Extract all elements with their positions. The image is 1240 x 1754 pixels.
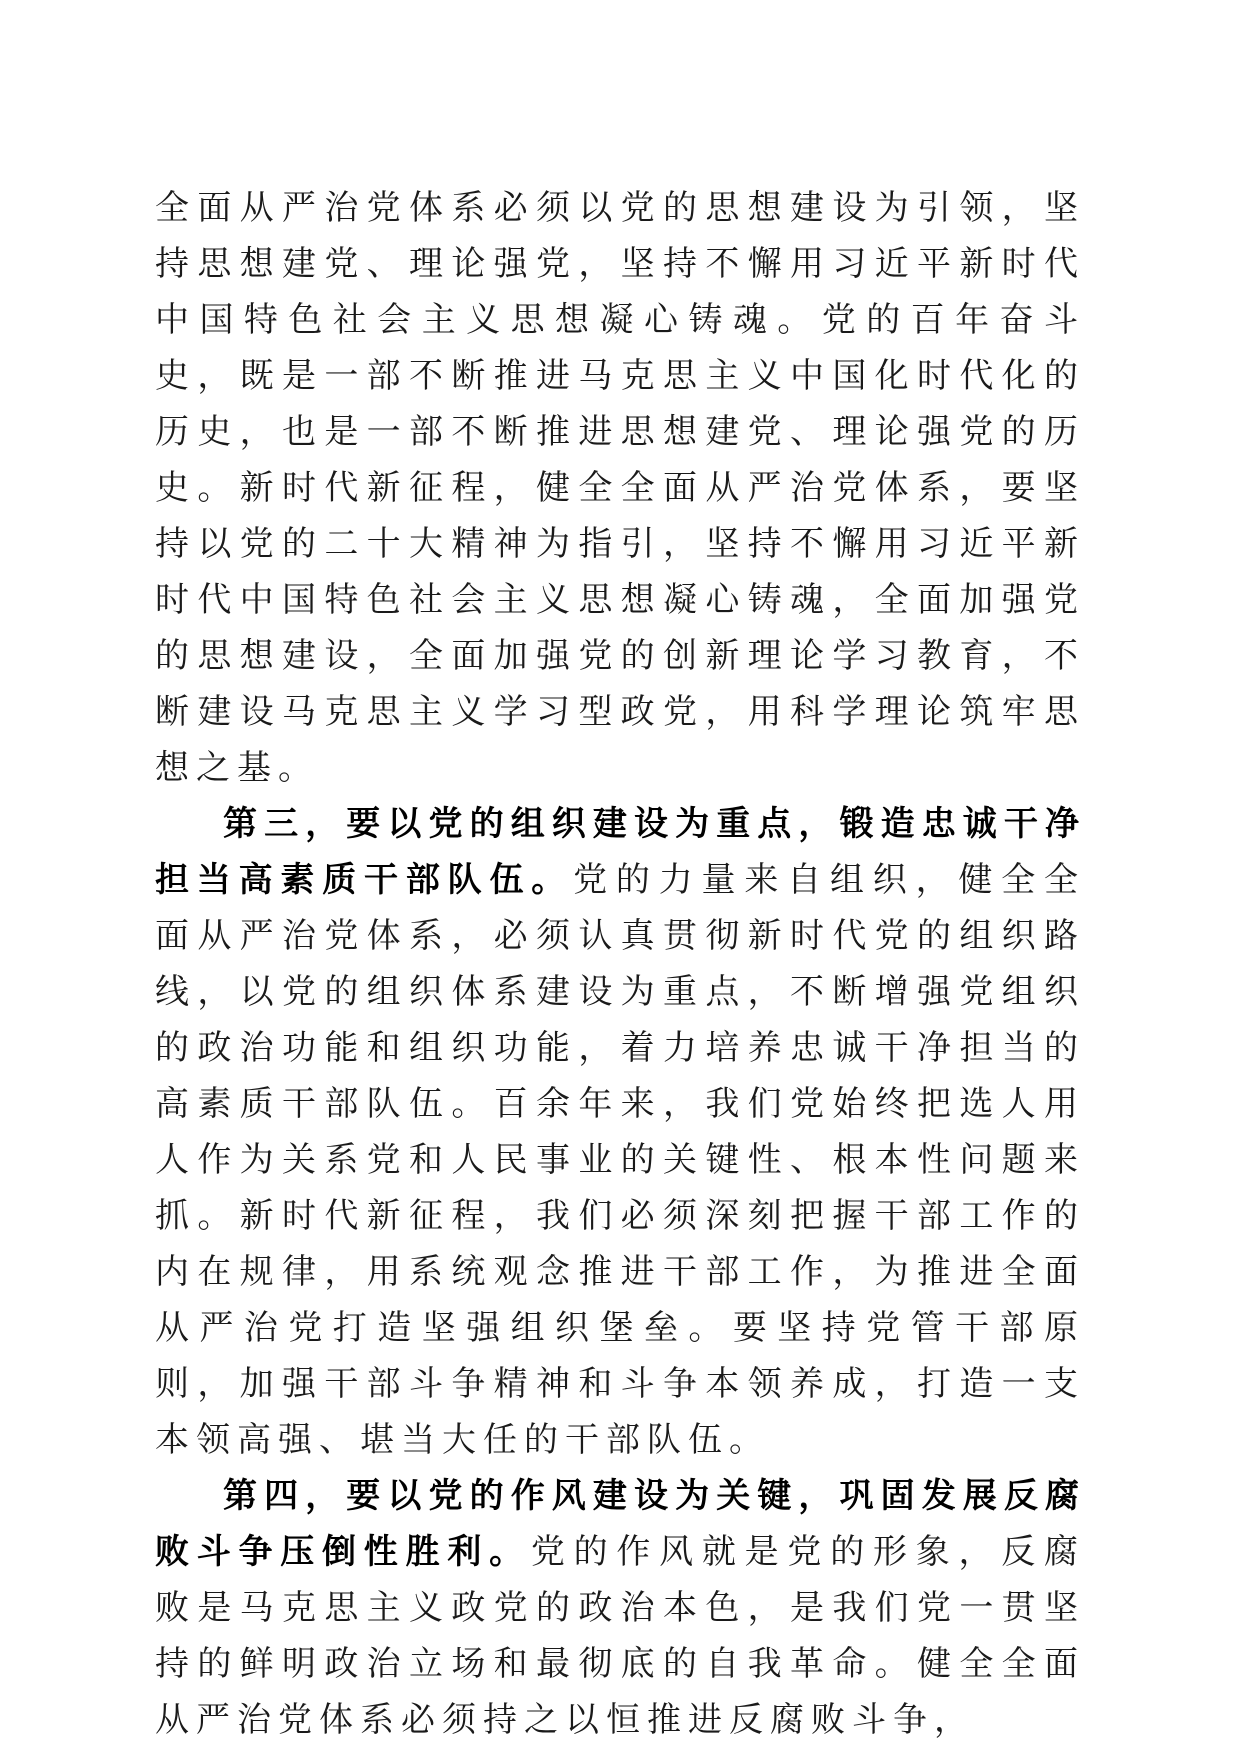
paragraph-continuation <box>155 180 1085 796</box>
paragraph-section-three <box>155 796 1085 1468</box>
section-heading: 第三，要以党的组织建设为重点，锻造忠诚干净担当高素质干部队伍。 <box>155 804 1085 900</box>
paragraph-body: 党的作风就是党的形象，反腐败是马克思主义政党的政治本色，是我们党一贯坚持的鲜明政治立场和最彻底的自我革命。健全全面从严治党体系必须持之以恒推进反腐败斗争， <box>155 1532 1086 1740</box>
section-heading: 第四，要以党的作风建设为关键，巩固发展反腐败斗争压倒性胜利。 <box>155 1476 1085 1572</box>
document-page <box>155 180 1085 1748</box>
paragraph-body: 党的力量来自组织，健全全面从严治党体系，必须认真贯彻新时代党的组织路线，以党的组织体系建设为重点，不断增强党组织的政治功能和组织功能，着力培养忠诚干净担当的高素质干部队伍。百余年来，我们党始终把选人用人作为关系党和人民事业的关键性、根本性问题来抓。新时代新征程，我们必须深刻把握干部工作的内在规律，用系统观念推进干部工作，为推进全面从严治党打造坚强组织堡垒。要坚持党管干部原则，加强干部斗争精神和斗争本领养成，打造一支本领高强、堪当大任的干部队伍。 <box>155 860 1086 1460</box>
paragraph-body: 全面从严治党体系必须以党的思想建设为引领，坚持思想建党、理论强党，坚持不懈用习近平新时代中国特色社会主义思想凝心铸魂。党的百年奋斗史，既是一部不断推进马克思主义中国化时代化的历史，也是一部不断推进思想建党、理论强党的历史。新时代新征程，健全全面从严治党体系，要坚持以党的二十大精神为指引，坚持不懈用习近平新时代中国特色社会主义思想凝心铸魂，全面加强党的思想建设，全面加强党的创新理论学习教育，不断建设马克思主义学习型政党，用科学理论筑牢思想之基。 <box>155 188 1085 788</box>
paragraph-section-four <box>155 1468 1085 1748</box>
